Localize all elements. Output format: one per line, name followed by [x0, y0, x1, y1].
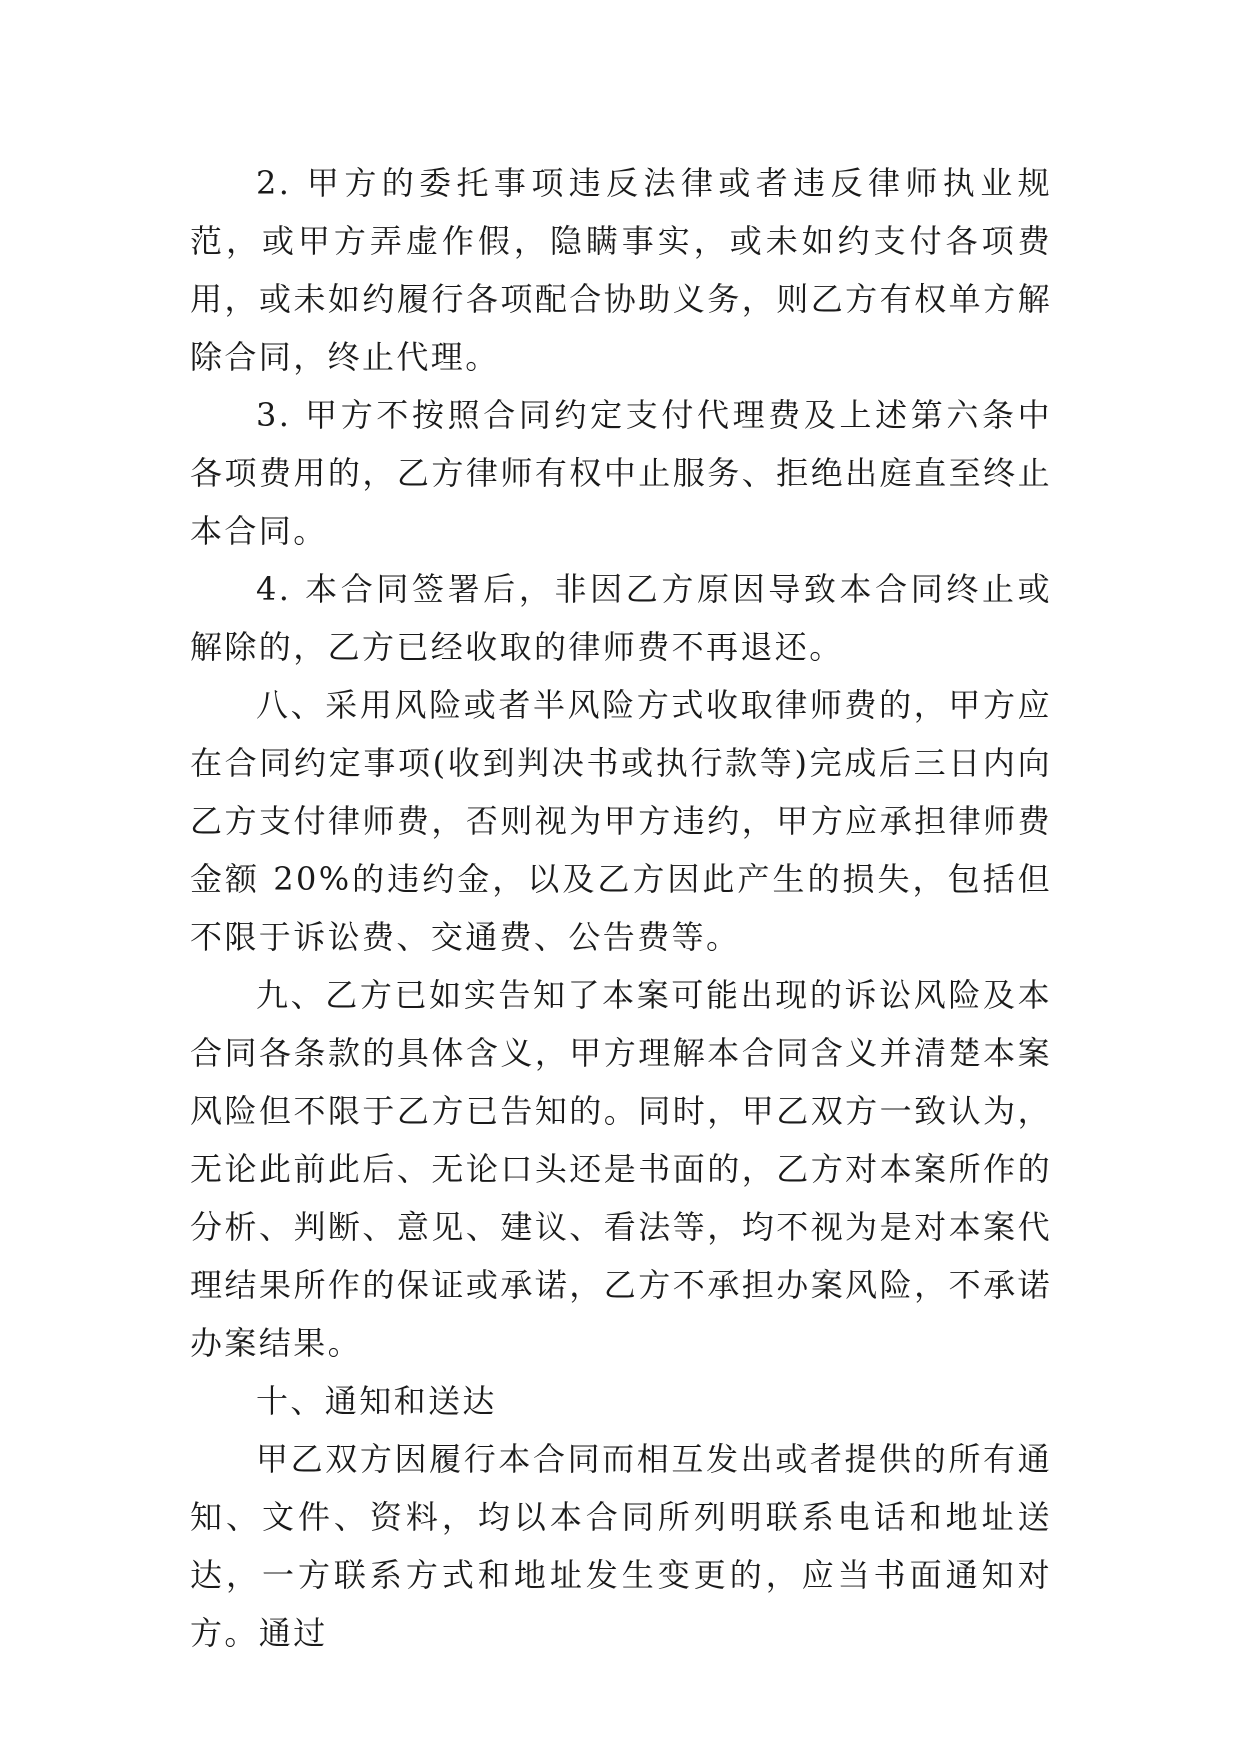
clause-nine-risk-disclosure: 九、乙方已如实告知了本案可能出现的诉讼风险及本合同各条款的具体含义，甲方理解本合同含义并清楚本案风险但不限于乙方已告知的。同时，甲乙双方一致认为，无论此前此后、无论口头还是书面的，乙方对本案所作的分析、判断、意见、建议、看法等，均不视为是对本案代理结果所作的保证或承诺，乙方不承担办案风险，不承诺办案结果。 — [190, 976, 1052, 1362]
clause-ten-heading: 十、通知和送达 — [256, 1382, 497, 1420]
document-body — [190, 154, 1052, 1662]
clause-termination-rights: 2. 甲方的委托事项违反法律或者违反律师执业规范，或甲方弄虚作假，隐瞒事实，或未如约支付各项费用，或未如约履行各项配合协助义务，则乙方有权单方解除合同，终止代理。 — [190, 164, 1052, 376]
clause-no-refund: 4. 本合同签署后，非因乙方原因导致本合同终止或解除的，乙方已经收取的律师费不再退还。 — [190, 570, 1052, 666]
clause-eight-risk-fee: 八、采用风险或者半风险方式收取律师费的，甲方应在合同约定事项(收到判决书或执行款等)完成后三日内向乙方支付律师费，否则视为甲方违约，甲方应承担律师费金额 20%的违约金，以及乙方因此产生的损失，包括但不限于诉讼费、交通费、公告费等。 — [190, 686, 1052, 956]
clause-ten-notice-delivery: 甲乙双方因履行本合同而相互发出或者提供的所有通知、文件、资料，均以本合同所列明联系电话和地址送达，一方联系方式和地址发生变更的，应当书面通知对方。通过 — [190, 1440, 1052, 1652]
clause-nonpayment-suspension: 3. 甲方不按照合同约定支付代理费及上述第六条中各项费用的，乙方律师有权中止服务、拒绝出庭直至终止本合同。 — [190, 396, 1052, 550]
